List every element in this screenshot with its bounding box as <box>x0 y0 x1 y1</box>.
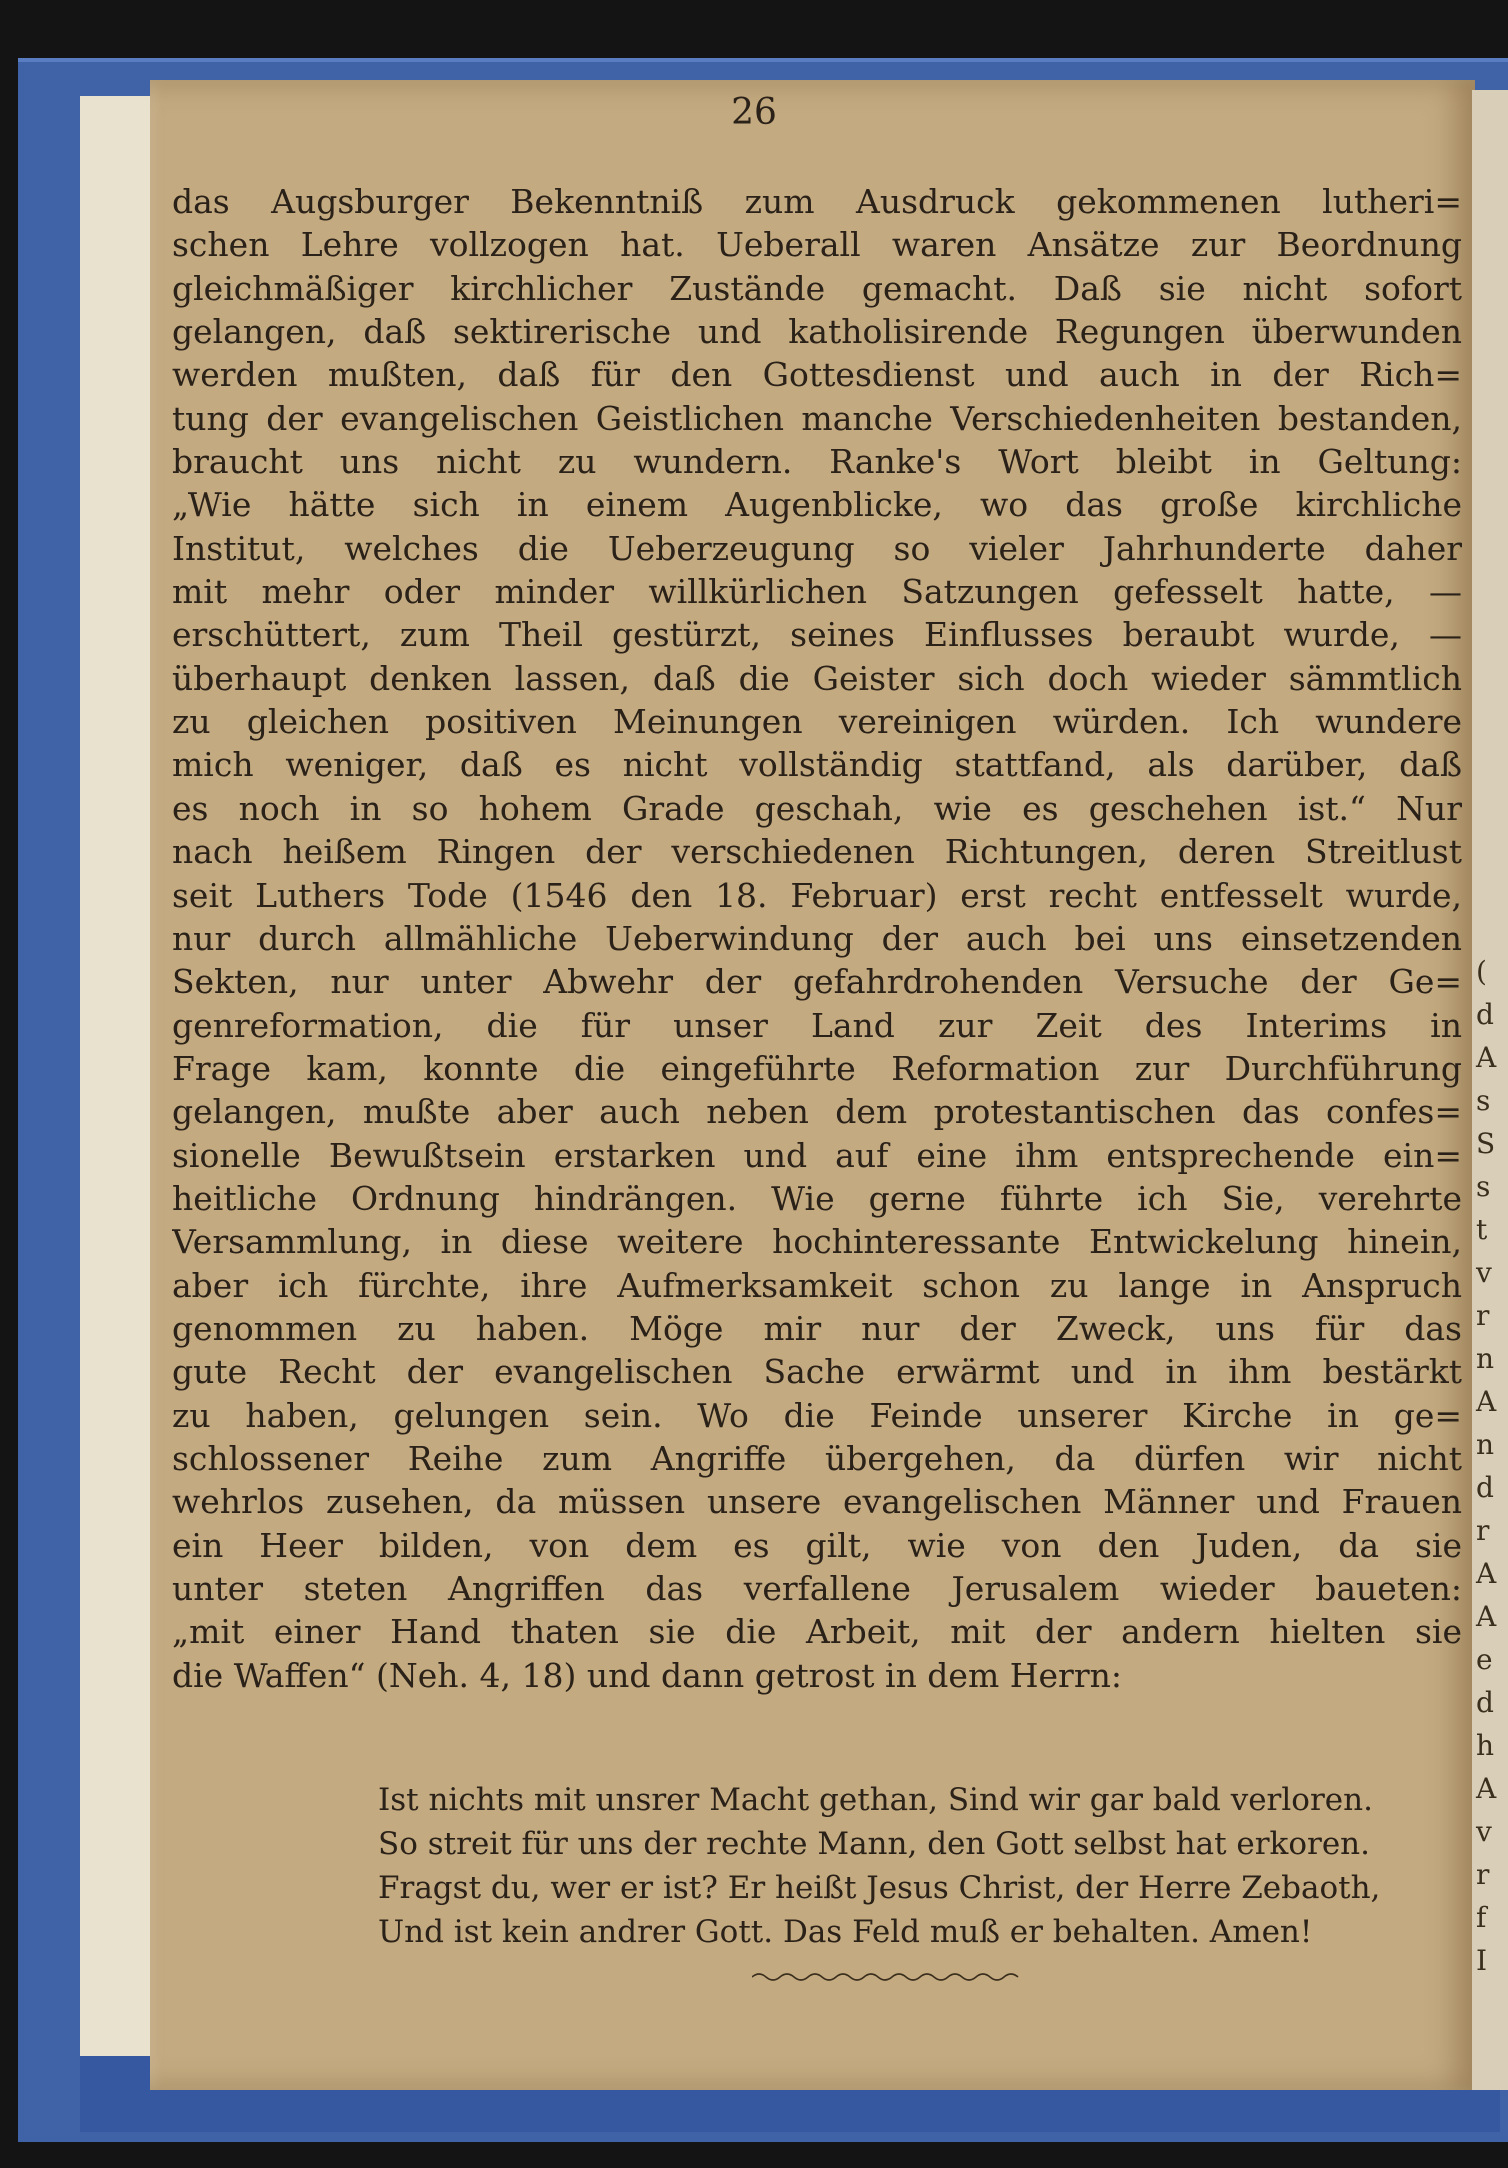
body-line: zu gleichen positiven Meinungen vereinigen würden. Ich wundere <box>172 702 1462 742</box>
body-line: das Augsburger Bekenntniß zum Ausdruck gekommenen lutheri= <box>172 182 1462 221</box>
body-line: genommen zu haben. Möge mir nur der Zweck, uns für das <box>172 1308 1462 1348</box>
body-line: ein Heer bilden, von dem es gilt, wie von den Juden, da sie <box>172 1525 1462 1565</box>
body-text <box>172 180 1462 1697</box>
body-line: werden mußten, daß für den Gottesdienst und auch in der Rich= <box>172 355 1462 395</box>
verse-line: Und ist kein andrer Gott. Das Feld muß er behalten. Amen! <box>378 1914 1313 1950</box>
body-line: gleichmäßiger kirchlicher Zustände gemacht. Daß sie nicht sofort <box>172 268 1462 308</box>
body-line: Versammlung, in diese weitere hochinteressante Entwickelung hinein, <box>172 1222 1462 1262</box>
body-line: seit Luthers Tode (1546 den 18. Februar) erst recht entfesselt wurde, <box>172 875 1462 915</box>
body-line: gelangen, mußte aber auch neben dem protestantischen das confes= <box>172 1092 1462 1132</box>
body-line: zu haben, gelungen sein. Wo die Feinde unserer Kirche in ge= <box>172 1395 1462 1435</box>
verse-line: Ist nichts mit unsrer Macht gethan, Sind wir gar bald verloren. <box>378 1782 1373 1818</box>
body-line: die Waffen“ (Neh. 4, 18) und dann getrost in dem Herrn: <box>172 1655 1122 1695</box>
hymn-verse <box>378 1778 1428 1954</box>
ornament-divider <box>752 1970 1022 1984</box>
verse-line: Fragst du, wer er ist? Er heißt Jesus Christ, der Herre Zebaoth, <box>378 1870 1381 1906</box>
body-line: nur durch allmähliche Ueberwindung der auch bei uns einsetzenden <box>172 918 1462 958</box>
body-line: schlossener Reihe zum Angriffe übergehen, da dürfen wir nicht <box>172 1438 1462 1478</box>
body-line: tung der evangelischen Geistlichen manche Verschiedenheiten bestanden, <box>172 398 1462 438</box>
body-line: gelangen, daß sektirerische und katholisirende Regungen überwunden <box>172 312 1462 352</box>
body-line: gute Recht der evangelischen Sache erwärmt und in ihm bestärkt <box>172 1352 1462 1392</box>
body-line: Frage kam, konnte die eingeführte Reformation zur Durchführung <box>172 1048 1462 1088</box>
body-line: nach heißem Ringen der verschiedenen Richtungen, deren Streitlust <box>172 832 1462 872</box>
body-line: unter steten Angriffen das verfallene Jerusalem wieder baueten: <box>172 1569 1462 1608</box>
body-line: Institut, welches die Ueberzeugung so vieler Jahrhunderte daher <box>172 528 1462 568</box>
body-line: mich weniger, daß es nicht vollständig stattfand, als darüber, daß <box>172 745 1462 785</box>
facing-page-edge <box>1472 90 1508 2090</box>
verse-line: So streit für uns der rechte Mann, den Gott selbst hat erkoren. <box>378 1826 1370 1862</box>
body-line: Sekten, nur unter Abwehr der gefahrdrohenden Versuche der Ge= <box>172 962 1462 1002</box>
body-line: aber ich fürchte, ihre Aufmerksamkeit schon zu lange in Anspruch <box>172 1265 1462 1305</box>
body-line: schen Lehre vollzogen hat. Ueberall waren Ansätze zur Beordnung <box>172 225 1462 265</box>
body-line: genreformation, die für unser Land zur Zeit des Interims in <box>172 1005 1462 1045</box>
body-line: sionelle Bewußtsein erstarken und auf eine ihm entsprechende ein= <box>172 1135 1462 1175</box>
body-line: „Wie hätte sich in einem Augenblicke, wo das große kirchliche <box>172 485 1462 525</box>
page-number: 26 <box>731 92 777 133</box>
body-line: es noch in so hohem Grade geschah, wie es geschehen ist.“ Nur <box>172 788 1462 828</box>
body-line: überhaupt denken lassen, daß die Geister sich doch wieder sämmtlich <box>172 658 1462 698</box>
body-line: heitliche Ordnung hindrängen. Wie gerne führte ich Sie, verehrte <box>172 1178 1462 1218</box>
body-line: wehrlos zusehen, da müssen unsere evangelischen Männer und Frauen <box>172 1482 1462 1522</box>
body-line: erschüttert, zum Theil gestürzt, seines Einflusses beraubt wurde, — <box>172 615 1462 655</box>
body-line: „mit einer Hand thaten sie die Arbeit, mit der andern hielten sie <box>172 1612 1462 1652</box>
facing-page-letters: ( d A s S s t v r n A n d r A A e d h A v r f I <box>1476 955 1497 1977</box>
body-line: braucht uns nicht zu wundern. Ranke's Wort bleibt in Geltung: <box>172 442 1462 482</box>
body-line: mit mehr oder minder willkürlichen Satzungen gefesselt hatte, — <box>172 572 1462 612</box>
